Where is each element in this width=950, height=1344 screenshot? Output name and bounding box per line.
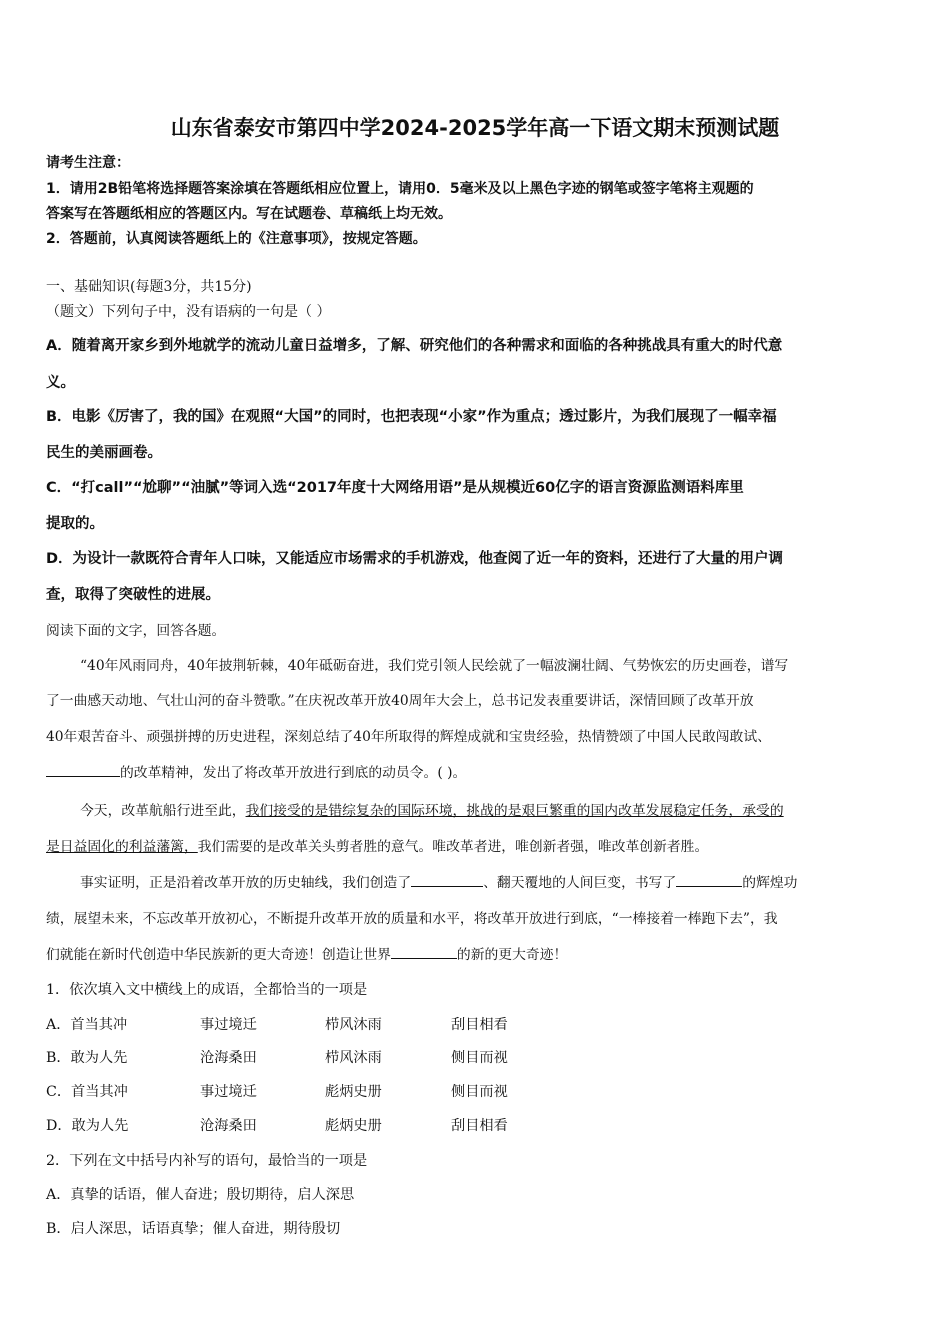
option-idiom-2: 事过境迁 bbox=[200, 1017, 257, 1033]
option-d-line1: D．为设计一款既符合青年人口味，又能适应市场需求的手机游戏，他查阅了近一年的资料，还进行了大量的用户调 bbox=[46, 551, 784, 567]
option-b-line1: B．电影《厉害了，我的国》在观照“大国”的同时，也把表现“小家”作为重点；透过影片，为我们展现了一幅幸福 bbox=[46, 409, 777, 425]
passage-p3-line3 bbox=[46, 943, 567, 963]
fill-blank bbox=[411, 874, 483, 887]
q2-option-a: A．真挚的话语，催人奋进；殷切期待，启人深思 bbox=[46, 1187, 355, 1203]
option-label: B．敢为人先 bbox=[46, 1050, 128, 1066]
option-idiom-4: 刮目相看 bbox=[451, 1118, 508, 1134]
option-a-line1: A．随着离开家乡到外地就学的流动儿童日益增多，了解、研究他们的各种需求和面临的各种挑战具有重大的时代意 bbox=[46, 338, 783, 354]
reading-intro: 阅读下面的文字，回答各题。 bbox=[46, 623, 226, 639]
fill-blank bbox=[391, 946, 457, 959]
passage-text: 的新的更大奇迹！ bbox=[456, 947, 568, 963]
notice-item-1: 1．请用2B铅笔将选择题答案涂填在答题纸相应位置上，请用0．5毫米及以上黑色字迹的钢笔或签字笔将主观题的 bbox=[46, 181, 754, 197]
passage-text: 的辉煌功 bbox=[742, 875, 798, 891]
notice-item-1-cont: 答案写在答题纸相应的答题区内。写在试题卷、草稿纸上均无效。 bbox=[46, 206, 452, 222]
underlined-text: 是日益固化的利益藩篱， bbox=[46, 839, 198, 855]
q2-option-b: B．启人深思，话语真挚；催人奋进，期待殷切 bbox=[46, 1221, 341, 1237]
option-label: C．首当其冲 bbox=[46, 1084, 128, 1100]
option-d-line2: 查，取得了突破性的进展。 bbox=[46, 587, 220, 603]
q2-stem: 2．下列在文中括号内补写的语句，最恰当的一项是 bbox=[46, 1153, 368, 1169]
option-b-line2: 民生的美丽画卷。 bbox=[46, 445, 162, 461]
option-a-line2: 义。 bbox=[46, 375, 75, 391]
option-label: A．首当其冲 bbox=[46, 1017, 128, 1033]
option-idiom-2: 沧海桑田 bbox=[200, 1050, 257, 1066]
option-idiom-3: 彪炳史册 bbox=[325, 1084, 382, 1100]
q1-stem: 1．依次填入文中横线上的成语，全都恰当的一项是 bbox=[46, 982, 368, 998]
underlined-text: 我们接受的是错综复杂的国际环境，挑战的是艰巨繁重的国内改革发展稳定任务，承受的 bbox=[245, 803, 784, 819]
passage-p1-line1: “40年风雨同舟，40年披荆斩棘，40年砥砺奋进，我们党引领人民绘就了一幅波澜壮阔、气势恢宏的历史画卷，谱写 bbox=[80, 658, 789, 674]
passage-p1-line2: 了一曲感天动地、气壮山河的奋斗赞歌。”在庆祝改革开放40周年大会上，总书记发表重要讲话，深情回顾了改革开放 bbox=[46, 693, 754, 709]
option-idiom-4: 刮目相看 bbox=[451, 1017, 508, 1033]
option-label: D．敢为人先 bbox=[46, 1118, 129, 1134]
option-c-line1: C．“打call”“尬聊”“油腻”等词入选“2017年度十大网络用语”是从规模近60亿字的语言资源监测语料库里 bbox=[46, 480, 744, 496]
passage-text: 今天，改革航船行进至此， bbox=[80, 803, 246, 819]
option-idiom-2: 事过境迁 bbox=[200, 1084, 257, 1100]
option-idiom-3: 栉风沐雨 bbox=[325, 1017, 382, 1033]
option-idiom-3: 彪炳史册 bbox=[325, 1118, 382, 1134]
passage-text: 我们需要的是改革关头剪者胜的意气。唯改革者进，唯创新者强，唯改革创新者胜。 bbox=[197, 839, 709, 855]
option-idiom-4: 侧目而视 bbox=[451, 1084, 508, 1100]
option-c-line2: 提取的。 bbox=[46, 516, 104, 532]
passage-text: 们就能在新时代创造中华民族新的更大奇迹！创造让世界 bbox=[46, 947, 391, 963]
notice-heading: 请考生注意： bbox=[46, 155, 130, 171]
passage-p3-line2: 绩，展望未来，不忘改革开放初心，不断提升改革开放的质量和水平，将改革开放进行到底，“一棒接着一棒跑下去”，我 bbox=[46, 911, 778, 927]
fill-blank bbox=[46, 764, 120, 777]
passage-text: 事实证明，正是沿着改革开放的历史轴线，我们创造了 bbox=[80, 875, 412, 891]
question-stem: （题文）下列句子中，没有语病的一句是（ ） bbox=[46, 304, 331, 320]
passage-text: 、翻天覆地的人间巨变，书写了 bbox=[483, 875, 677, 891]
passage-p3-line1 bbox=[80, 871, 797, 891]
notice-item-2: 2．答题前，认真阅读答题纸上的《注意事项》，按规定答题。 bbox=[46, 231, 427, 247]
fill-blank bbox=[676, 874, 742, 887]
passage-p1-line4-text: 的改革精神，发出了将改革开放进行到底的动员令。( )。 bbox=[120, 765, 467, 781]
exam-title: 山东省泰安市第四中学2024-2025学年高一下语文期末预测试题 bbox=[170, 116, 780, 140]
passage-p1-line4 bbox=[46, 761, 466, 781]
section-heading: 一、基础知识(每题3分，共15分) bbox=[46, 279, 252, 295]
passage-p2-line2 bbox=[46, 835, 708, 855]
option-idiom-4: 侧目而视 bbox=[451, 1050, 508, 1066]
option-idiom-3: 栉风沐雨 bbox=[325, 1050, 382, 1066]
option-idiom-2: 沧海桑田 bbox=[200, 1118, 257, 1134]
passage-p2-line1 bbox=[80, 799, 784, 819]
passage-p1-line3: 40年艰苦奋斗、顽强拼搏的历史进程，深刻总结了40年所取得的辉煌成就和宝贵经验，热情赞颂了中国人民敢闯敢试、 bbox=[46, 729, 771, 745]
